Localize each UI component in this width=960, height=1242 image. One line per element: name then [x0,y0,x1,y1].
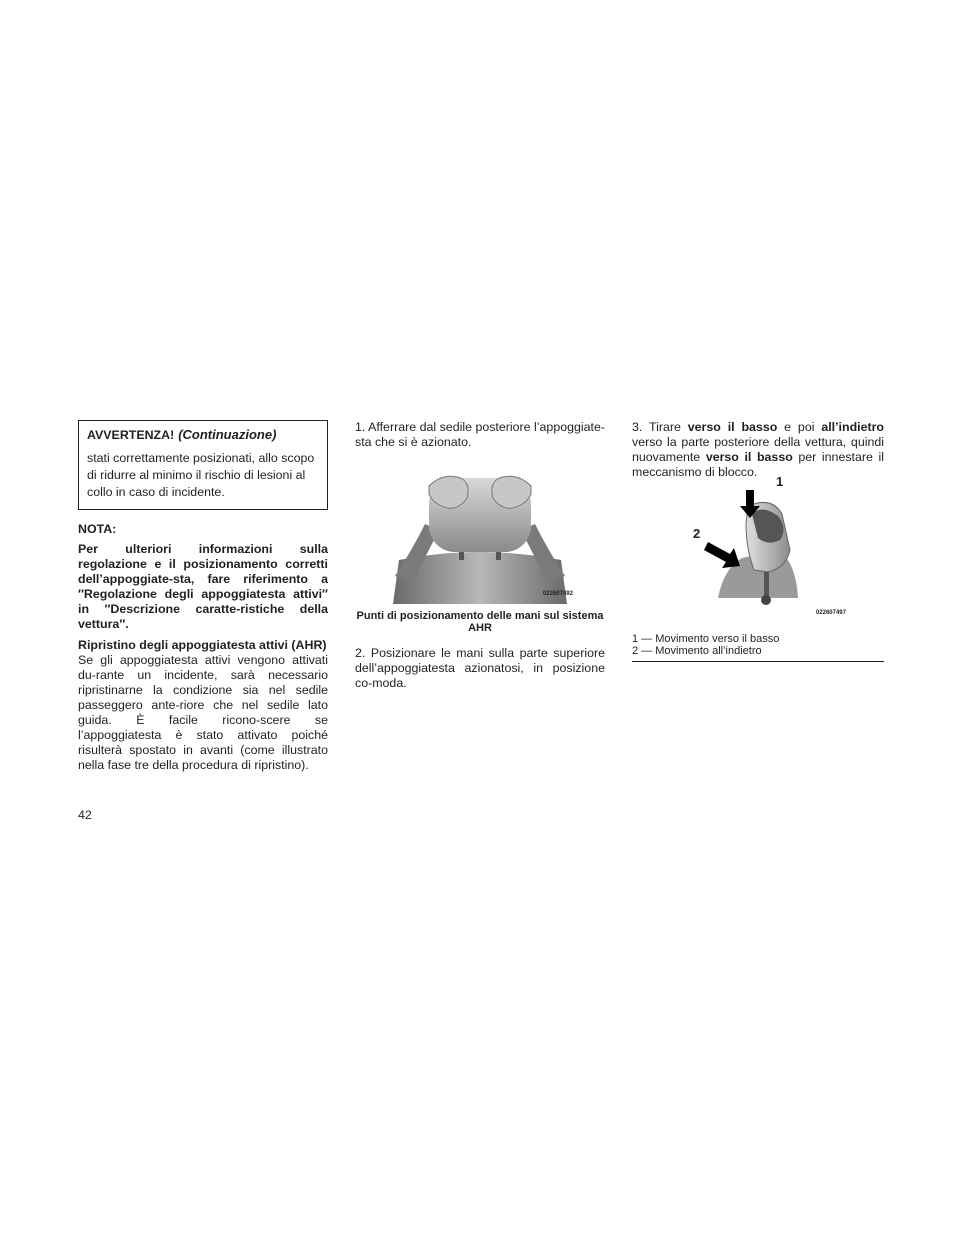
reset-text: Se gli appoggiatesta attivi vengono attivati du-rante un incidente, sarà necessario ripristinarne la condizione sia nel sedile passeggero ante-riore che nel sedile lato guida. È facile ricono-scere se l’appoggiatesta è stato attivato poiché risulterà spostato in avanti (come illustrato nella fase tre della procedura di ripristino). [78,653,328,772]
warning-box [78,420,328,510]
step-1-text: 1. Afferrare dal sedile posteriore l’appoggiate-sta che si è azionato. [355,420,605,449]
column-left [78,420,328,773]
warning-title: AVVERTENZA! [87,428,175,442]
reset-heading: Ripristino degli appoggiatesta attivi (AHR) [78,638,327,652]
step-2-text: 2. Posizionare le mani sulla parte superiore dell’appoggiatesta azionatosi, in posizione co-moda. [355,646,605,690]
figure-2-label-1: 1 [776,474,784,489]
page-number: 42 [78,808,92,822]
step-3-bold-3: verso il basso [705,450,793,464]
headrest-reset-illustration [668,488,848,623]
figure-1-caption: Punti di posizionamento delle mani sul sistema AHR [356,610,604,634]
figure-2-legend-2: 2 — Movimento all’indietro [632,645,762,657]
step-3-bold-2: all’indietro [821,420,884,434]
warning-text: stati correttamente posizionati, allo scopo di ridurre al minimo il rischio di lesioni al collo in caso di incidente. [87,451,315,499]
figure-headrest-reset [668,474,848,623]
figure-1-code: 022607492 [542,591,573,597]
figure-2-label-2: 2 [693,526,701,541]
figure-2-code: 022607497 [815,610,846,616]
step-3-text: 3. Tirare verso il basso e poi all’indietro verso la parte posteriore della vettura, quindi nuovamente verso il basso per innestare il meccanismo di blocco. [632,420,885,479]
nota-heading: NOTA: [78,522,117,536]
figure-headrest-hands [385,464,575,604]
headrest-hands-illustration [385,464,575,604]
figure-2-legend-1: 1 — Movimento verso il basso [632,633,780,645]
column-middle [355,420,605,691]
warning-continuation: (Continuazione) [178,427,277,442]
figure-2-legend [632,633,884,662]
column-right [632,420,884,662]
warning-heading [87,427,319,443]
nota-text: Per ulteriori informazioni sulla regolazione e il posizionamento corretti dell’appoggiate-sta, fare riferimento a ″Regolazione degli appoggiatesta attivi″ in ″Descrizione caratte-ristiche della vettura″. [78,542,328,631]
step-3-bold-1: verso il basso [687,420,778,434]
